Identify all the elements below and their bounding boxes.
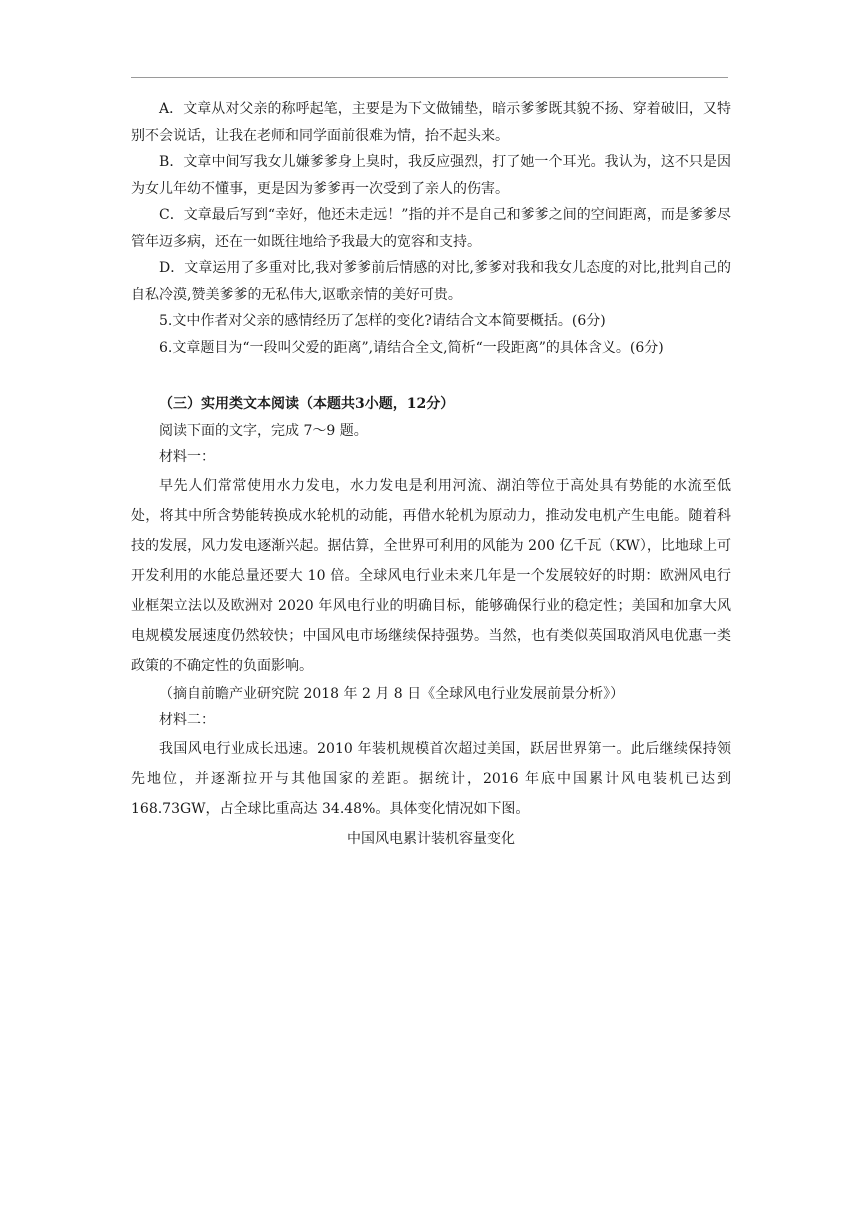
option-a: A．文章从对父亲的称呼起笔，主要是为下文做铺垫，暗示爹爹既其貌不扬、穿着破旧，又特别不会说话，让我在老师和同学面前很难为情，抬不起头来。	[131, 101, 731, 144]
header-rule	[131, 77, 728, 78]
option-d: D．文章运用了多重对比,我对爹爹前后情感的对比,爹爹对我和我女儿态度的对比,批判自己的自私冷漠,赞美爹爹的无私伟大,讴歌亲情的美好可贵。	[131, 260, 731, 303]
chart-caption: 中国风电累计装机容量变化	[347, 830, 515, 847]
section-3-heading: （三）实用类文本阅读（本题共3小题，12分）	[159, 396, 455, 412]
question-5: 5.文中作者对父亲的感情经历了怎样的变化?请结合文本简要概括。(6分)	[159, 313, 606, 329]
material-2-text: 我国风电行业成长迅速。2010 年装机规模首次超过美国，跃居世界第一。此后继续保持领先地位，并逐渐拉开与其他国家的差距。据统计，2016 年底中国累计风电装机已达到 168.73GW，占全球比重高达 34.48%。具体变化情况如下图。	[131, 740, 731, 817]
material-1-label: 材料一：	[159, 449, 215, 465]
page-body	[131, 96, 731, 854]
question-6: 6.文章题目为“一段叫父爱的距离”,请结合全文,简析“一段距离”的具体含义。(6分)	[159, 339, 664, 356]
reading-instruction: 阅读下面的文字，完成 7～9 题。	[159, 422, 368, 439]
material-1-text: 早先人们常常使用水力发电，水力发电是利用河流、湖泊等位于高处具有势能的水流至低处，将其中所含势能转换成水轮机的动能，再借水轮机为原动力，推动发电机产生电能。随着科技的发展，风力发电逐渐兴起。据估算，全世界可利用的风能为 200 亿千瓦（KW），比地球上可开发利用的水能总量还要大 10 倍。全球风电行业未来几年是一个发展较好的时期：欧洲风电行业框架立法以及欧洲对 2020 年风电行业的明确目标，能够确保行业的稳定性；美国和加拿大风电规模发展速度仍然较快；中国风电市场继续保持强势。当然，也有类似英国取消风电优惠一类政策的不确定性的负面影响。	[131, 477, 731, 674]
option-c: C．文章最后写到“幸好，他还未走远！”指的并不是自己和爹爹之间的空间距离，而是爹爹尽管年迈多病，还在一如既往地给予我最大的宽容和支持。	[131, 207, 731, 250]
option-b: B．文章中间写我女儿嫌爹爹身上臭时，我反应强烈，打了她一个耳光。我认为，这不只是因为女儿年幼不懂事，更是因为爹爹再一次受到了亲人的伤害。	[131, 154, 731, 197]
material-1-source: （摘自前瞻产业研究院 2018 年 2 月 8 日《全球风电行业发展前景分析》）	[159, 685, 625, 702]
section-spacer	[131, 361, 731, 391]
material-2-label: 材料二：	[159, 712, 215, 728]
